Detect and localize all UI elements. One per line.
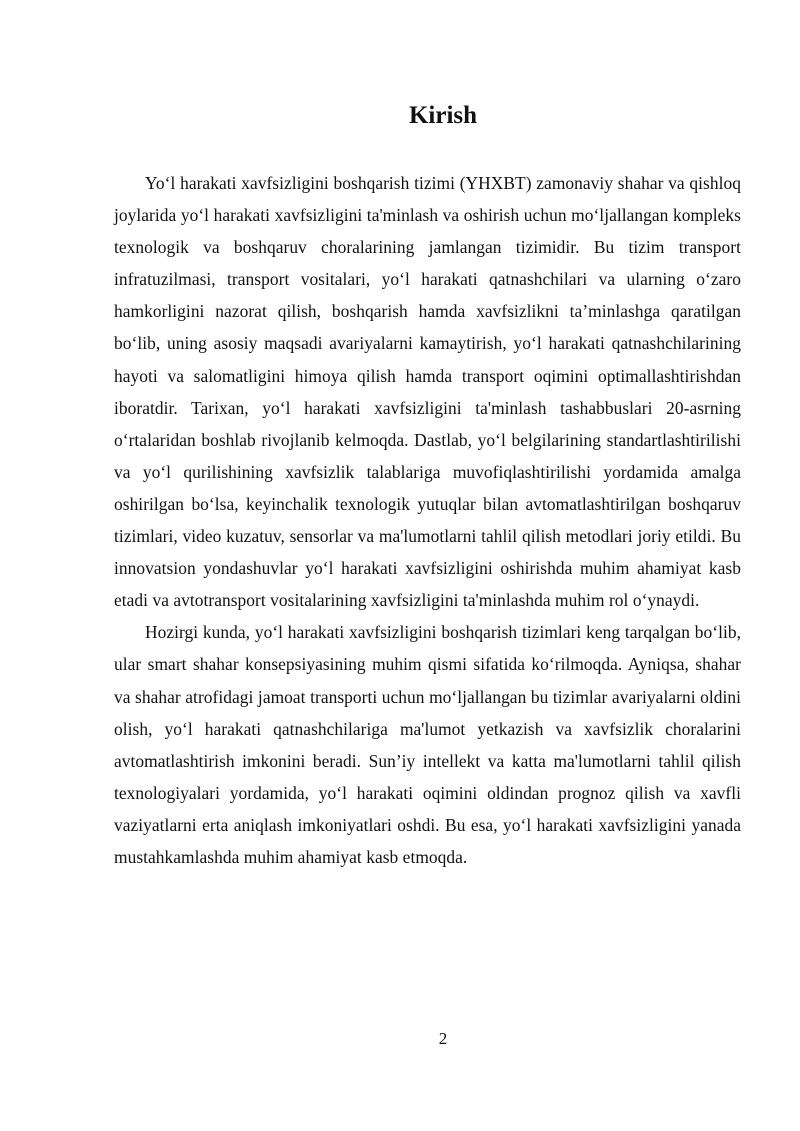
body-text — [114, 167, 741, 873]
paragraph-1: Yo‘l harakati xavfsizligini boshqarish tizimi (YHXBT) zamonaviy shahar va qishloq joylarida yo‘l harakati xavfsizligini ta'minlash va oshirish uchun mo‘ljallangan kompleks texnologik va boshqaruv choralarining jamlangan tizimidir. Bu tizim transport infratuzilmasi, transport vositalari, yo‘l harakati qatnashchilari va ularning o‘zaro hamkorligini nazorat qilish, boshqarish hamda xavfsizlikni ta’minlashga qaratilgan bo‘lib, uning asosiy maqsadi avariyalarni kamaytirish, yo‘l harakati qatnashchilarining hayoti va salomatligini himoya qilish hamda transport oqimini optimallashtirishdan iboratdir. Tarixan, yo‘l harakati xavfsizligini ta'minlash tashabbuslari 20-asrning o‘rtalaridan boshlab rivojlanib kelmoqda. Dastlab, yo‘l belgilarining standartlashtirilishi va yo‘l qurilishining xavfsizlik talablariga muvofiqlashtirilishi yordamida amalga oshirilgan bo‘lsa, keyinchalik texnologik yutuqlar bilan avtomatlashtirilgan boshqaruv tizimlari, video kuzatuv, sensorlar va ma'lumotlarni tahlil qilish metodlari joriy etildi. Bu innovatsion yondashuvlar yo‘l harakati xavfsizligini oshirishda muhim ahamiyat kasb etadi va avtotransport vositalarining xavfsizligini ta'minlashda muhim rol o‘ynaydi. — [114, 173, 741, 611]
paragraph-2: Hozirgi kunda, yo‘l harakati xavfsizligini boshqarish tizimlari keng tarqalgan bo‘lib, ular smart shahar konsepsiyasining muhim qismi sifatida ko‘rilmoqda. Ayniqsa, shahar va shahar atrofidagi jamoat transporti uchun mo‘ljallangan bu tizimlar avariyalarni oldini olish, yo‘l harakati qatnashchilariga ma'lumot yetkazish va xavfsizlik choralarini avtomatlashtirish imkonini beradi. Sun’iy intellekt va katta ma'lumotlarni tahlil qilish texnologiyalari yordamida, yo‘l harakati oqimini oldindan prognoz qilish va xavfli vaziyatlarni erta aniqlash imkoniyatlari oshdi. Bu esa, yo‘l harakati xavfsizligini yanada mustahkamlashda muhim ahamiyat kasb etmoqda. — [114, 622, 741, 867]
page-number: 2 — [438, 1029, 448, 1048]
page-title: Kirish — [408, 102, 478, 129]
